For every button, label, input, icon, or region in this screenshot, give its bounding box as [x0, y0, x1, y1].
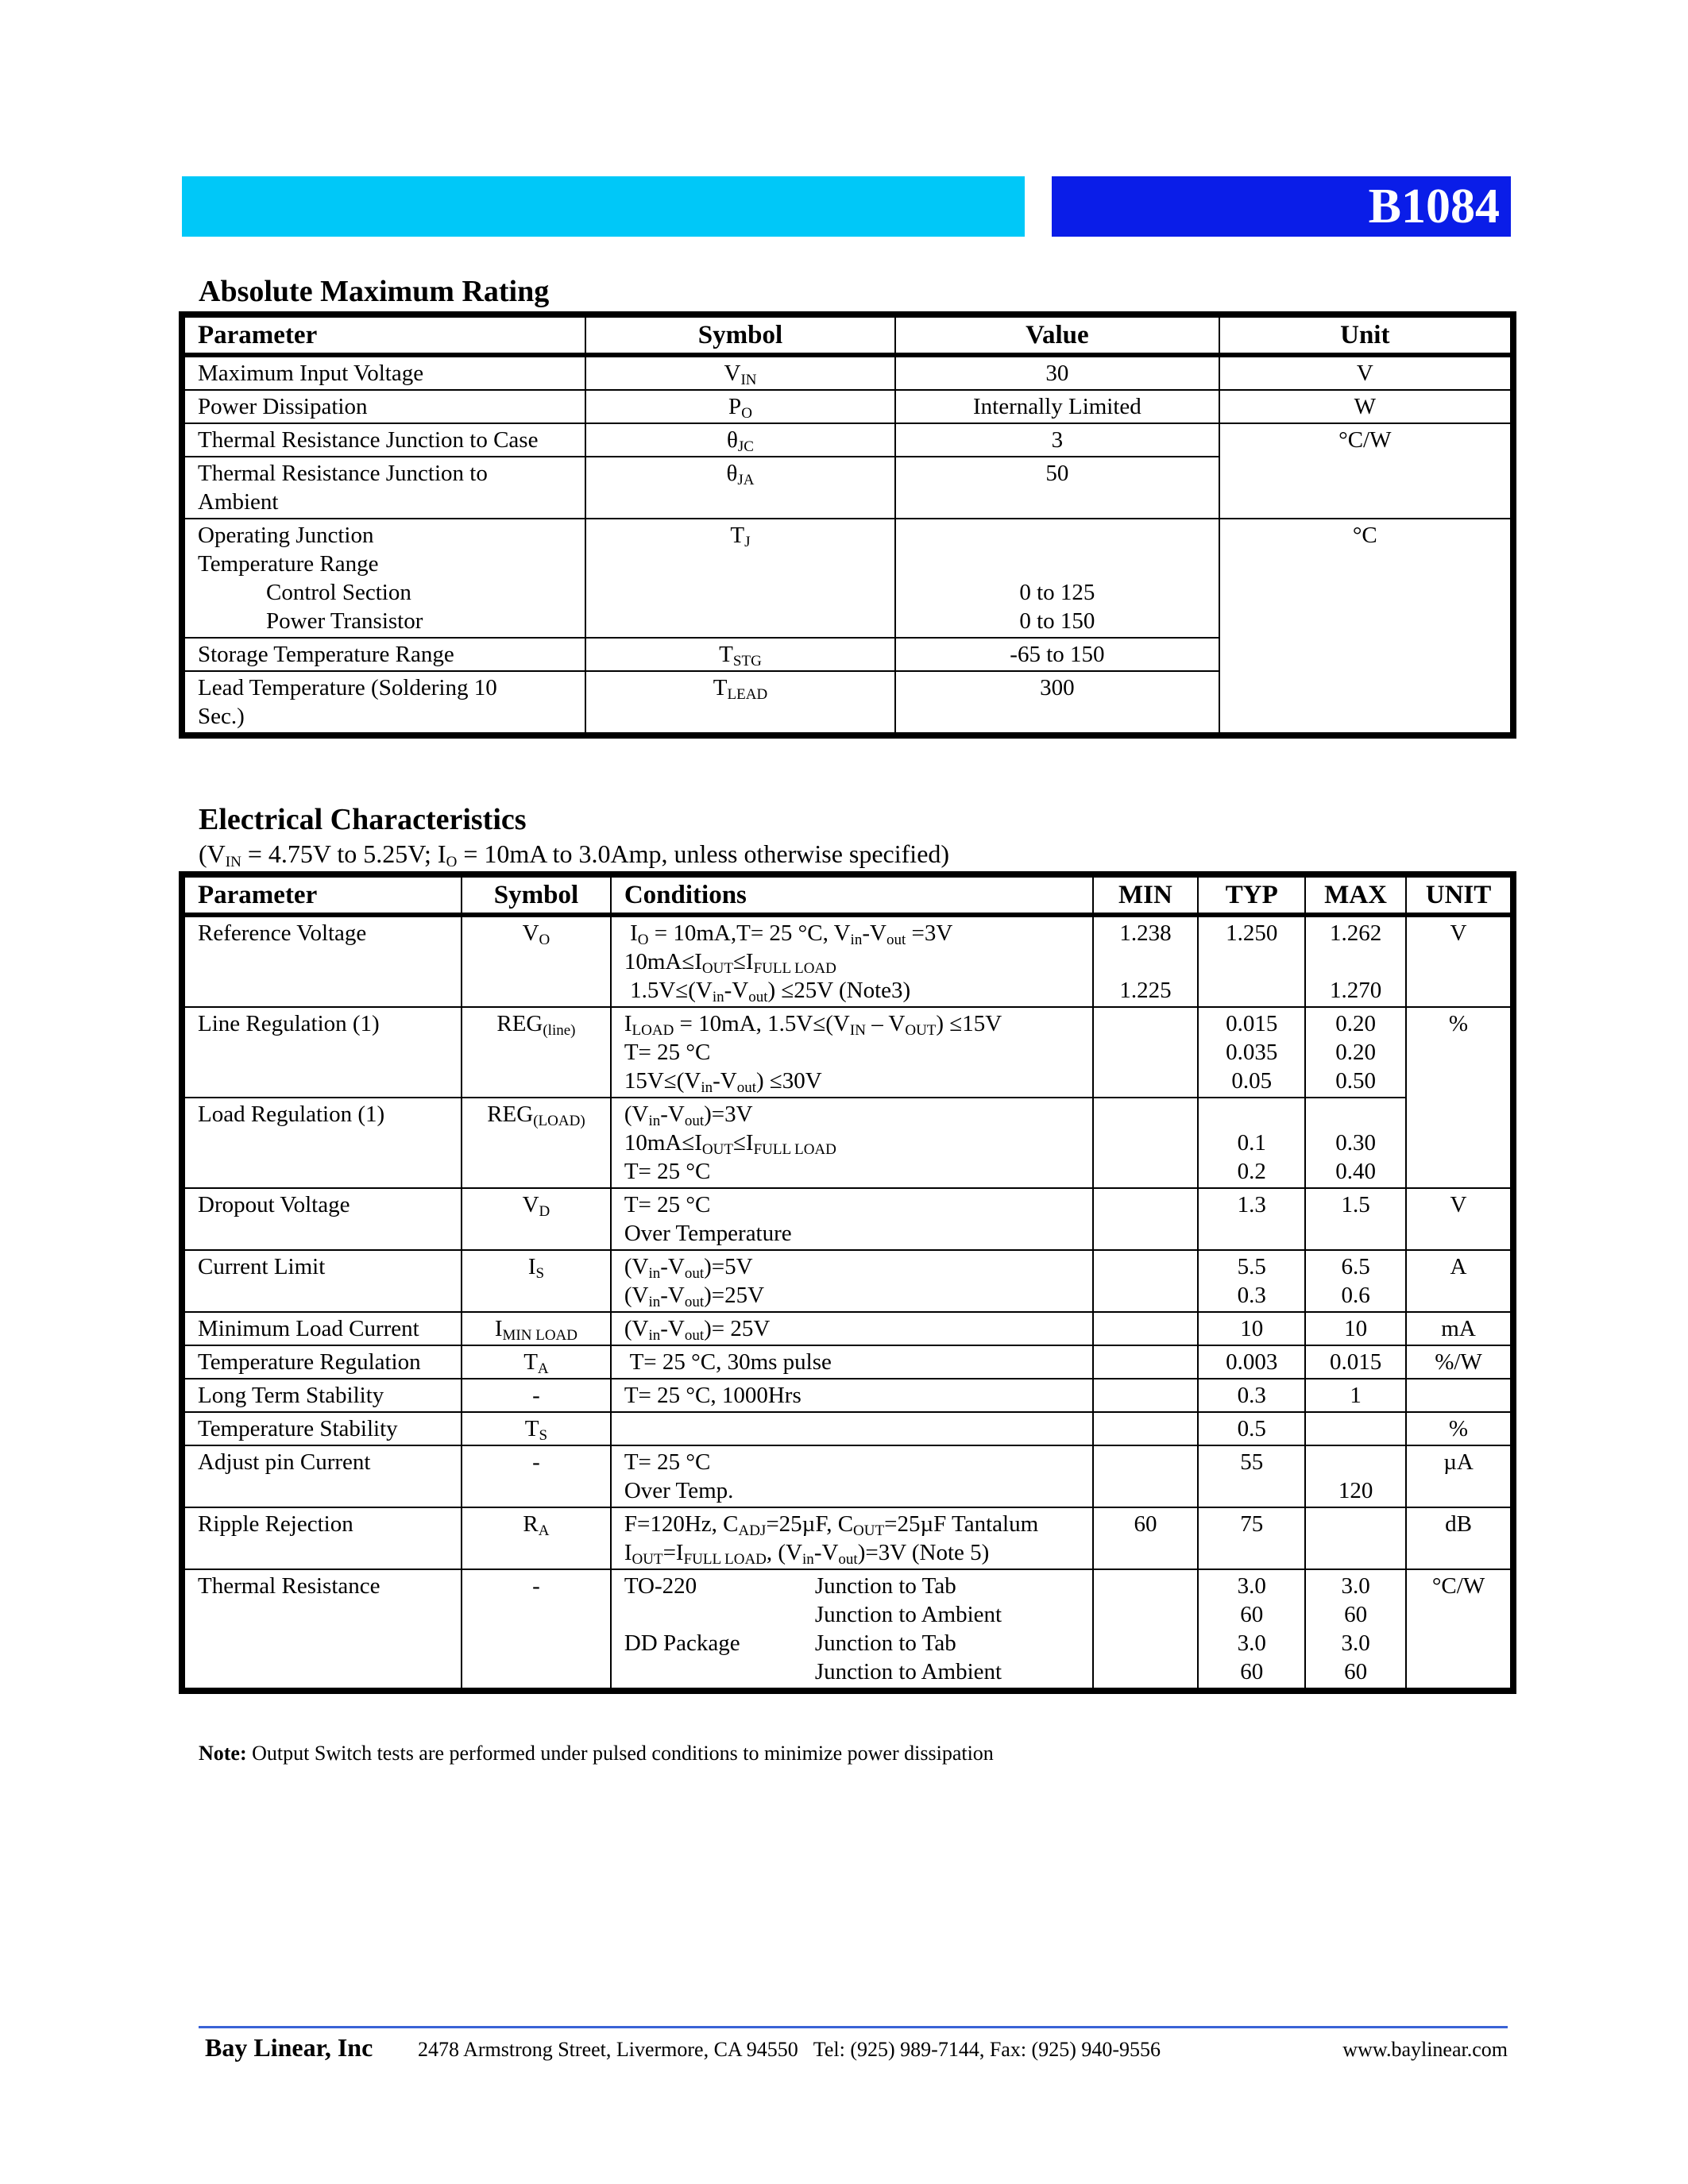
unit-cell: V — [1406, 1188, 1511, 1250]
typ-cell: 5.5 0.3 — [1198, 1250, 1305, 1312]
min-cell — [1093, 1569, 1199, 1688]
max-cell — [1305, 1507, 1406, 1569]
value-cell: 300 — [895, 671, 1219, 733]
symbol-cell: $T_J$ — [585, 519, 895, 638]
param-cell: Adjust pin Current — [184, 1445, 462, 1507]
table-row — [184, 1007, 1511, 1098]
value-cell: Internally Limited — [895, 390, 1219, 423]
col-header: Unit — [1219, 317, 1511, 355]
conditions-cell: F=120Hz, $C_{ADJ}=25\mu F$, $C_{OUT}=25\mu F$ Tantalum $I_{OUT}=I_{FULL LOAD}$, $(V_{in}-V_{out})=3V$ (Note 5) — [611, 1507, 1093, 1569]
param-cell: Temperature Stability — [184, 1412, 462, 1445]
conditions-cell: $(V_{in}-V_{out})= 25V$ — [611, 1312, 1093, 1345]
min-cell: 1.238 1.225 — [1093, 915, 1199, 1007]
unit-cell — [1406, 1379, 1511, 1412]
table-header-row — [184, 317, 1511, 355]
col-header: Conditions — [611, 877, 1093, 915]
min-cell — [1093, 1312, 1199, 1345]
unit-cell: V — [1406, 915, 1511, 1007]
min-cell — [1093, 1445, 1199, 1507]
table-row — [184, 1379, 1511, 1412]
max-cell: 0.20 0.20 0.50 — [1305, 1007, 1406, 1098]
col-header: TYP — [1198, 877, 1305, 915]
param-cell: Load Regulation (1) — [184, 1098, 462, 1188]
col-header: Symbol — [585, 317, 895, 355]
table-row — [184, 390, 1511, 423]
param-cell: Storage Temperature Range — [184, 638, 585, 671]
table-row — [184, 1188, 1511, 1250]
typ-cell: 0.3 — [1198, 1379, 1305, 1412]
typ-cell: 3.0 60 3.0 60 — [1198, 1569, 1305, 1688]
max-cell: 120 — [1305, 1445, 1406, 1507]
symbol-cell: - — [462, 1445, 611, 1507]
part-number-banner — [1052, 176, 1511, 237]
footnote: Note: Output Switch tests are performed under pulsed conditions to minimize power dissipation — [199, 1742, 994, 1765]
typ-cell: 10 — [1198, 1312, 1305, 1345]
min-cell — [1093, 1188, 1199, 1250]
elec-subtitle: ($V_{IN} = 4.75V$ to 5.25V; $I_O = 10mA$ to 3.0Amp, unless otherwise specified) — [199, 839, 950, 870]
footer-divider — [199, 2026, 1508, 2028]
conditions-cell: T= 25 °C Over Temperature — [611, 1188, 1093, 1250]
symbol-cell: $I_{MIN LOAD}$ — [462, 1312, 611, 1345]
value-cell: 30 — [895, 355, 1219, 390]
typ-cell: 0.003 — [1198, 1345, 1305, 1379]
param-cell: Temperature Regulation — [184, 1345, 462, 1379]
max-cell: 6.5 0.6 — [1305, 1250, 1406, 1312]
symbol-cell: $T_{STG}$ — [585, 638, 895, 671]
min-cell — [1093, 1250, 1199, 1312]
value-cell: 3 — [895, 423, 1219, 457]
symbol-cell: $I_S$ — [462, 1250, 611, 1312]
symbol-cell: $\theta_{JC}$ — [585, 423, 895, 457]
typ-cell: 1.3 — [1198, 1188, 1305, 1250]
max-cell: 1 — [1305, 1379, 1406, 1412]
table-row — [184, 915, 1511, 1007]
conditions-cell: $I_O = 10mA,T= 25$ °C, $V_{in}-V_{out} =3V$ $10mA\le I_{OUT}\le I_{FULL LOAD}$ $1.5V\le(V_{in}-V_{out}) \le 25V$ (Note3) — [611, 915, 1093, 1007]
value-cell: 50 — [895, 457, 1219, 519]
unit-cell: W — [1219, 390, 1511, 423]
conditions-cell — [611, 1412, 1093, 1445]
table-row — [184, 423, 1511, 457]
col-header: UNIT — [1406, 877, 1511, 915]
symbol-cell: - — [462, 1379, 611, 1412]
abs-max-title: Absolute Maximum Rating — [199, 275, 550, 308]
col-header: Parameter — [184, 877, 462, 915]
typ-cell: 0.015 0.035 0.05 — [1198, 1007, 1305, 1098]
table-row — [184, 1312, 1511, 1345]
param-cell: Lead Temperature (Soldering 10 Sec.) — [184, 671, 585, 733]
param-cell: Power Dissipation — [184, 390, 585, 423]
typ-cell: 75 — [1198, 1507, 1305, 1569]
param-cell: Thermal Resistance — [184, 1569, 462, 1688]
unit-cell: V — [1219, 355, 1511, 390]
max-cell: 10 — [1305, 1312, 1406, 1345]
symbol-cell: $R_A$ — [462, 1507, 611, 1569]
symbol-cell: $V_D$ — [462, 1188, 611, 1250]
col-header: MIN — [1093, 877, 1199, 915]
min-cell — [1093, 1379, 1199, 1412]
param-cell: Dropout Voltage — [184, 1188, 462, 1250]
value-cell: -65 to 150 — [895, 638, 1219, 671]
max-cell: 1.5 — [1305, 1188, 1406, 1250]
max-cell — [1305, 1412, 1406, 1445]
unit-cell: mA — [1406, 1312, 1511, 1345]
unit-cell: °C/W — [1406, 1569, 1511, 1688]
min-cell: 60 — [1093, 1507, 1199, 1569]
conditions-cell: $I_{LOAD} = 10mA$, $1.5V\le(V_{IN} - V_{OUT}) \le 15V$ T= 25 °C $15V\le(V_{in}-V_{out}) \le 30V$ — [611, 1007, 1093, 1098]
symbol-cell: $\theta_{JA}$ — [585, 457, 895, 519]
website-link[interactable]: www.baylinear.com — [1342, 2038, 1508, 2061]
unit-cell: °C/W — [1219, 423, 1511, 519]
max-cell: 3.0 60 3.0 60 — [1305, 1569, 1406, 1688]
conditions-cell: TO-220 Junction to Tab Junction to Ambient DD Package Junction to Tab Junction to Ambient — [611, 1569, 1093, 1688]
param-cell: Minimum Load Current — [184, 1312, 462, 1345]
min-cell — [1093, 1007, 1199, 1098]
symbol-cell: $REG_{(LOAD)}$ — [462, 1098, 611, 1188]
symbol-cell: $T_{LEAD}$ — [585, 671, 895, 733]
table-row — [184, 1412, 1511, 1445]
unit-cell: µA — [1406, 1445, 1511, 1507]
typ-cell: 1.250 — [1198, 915, 1305, 1007]
company-address: 2478 Armstrong Street, Livermore, CA 94550 Tel: (925) 989-7144, Fax: (925) 940-9556 — [418, 2038, 1161, 2061]
param-cell: Current Limit — [184, 1250, 462, 1312]
company-name: Bay Linear, Inc — [205, 2033, 373, 2062]
symbol-cell: $T_A$ — [462, 1345, 611, 1379]
param-cell: Reference Voltage — [184, 915, 462, 1007]
symbol-cell: $T_S$ — [462, 1412, 611, 1445]
col-header: Symbol — [462, 877, 611, 915]
value-cell: 0 to 125 0 to 150 — [895, 519, 1219, 638]
conditions-cell: T= 25 °C, 1000Hrs — [611, 1379, 1093, 1412]
unit-cell: % — [1406, 1412, 1511, 1445]
param-cell: Operating Junction Temperature Range Control Section Power Transistor — [184, 519, 585, 638]
param-cell: Long Term Stability — [184, 1379, 462, 1412]
unit-cell: °C — [1219, 519, 1511, 733]
header-accent-bar — [182, 176, 1025, 237]
elec-char-table — [183, 876, 1512, 1689]
typ-cell: 55 — [1198, 1445, 1305, 1507]
table-row — [184, 355, 1511, 390]
col-header: MAX — [1305, 877, 1406, 915]
table-row — [184, 1098, 1511, 1188]
symbol-cell: $V_{IN}$ — [585, 355, 895, 390]
max-cell: 0.015 — [1305, 1345, 1406, 1379]
symbol-cell: $REG_{(line)}$ — [462, 1007, 611, 1098]
typ-cell: 0.5 — [1198, 1412, 1305, 1445]
part-number: B1084 — [1368, 179, 1500, 233]
col-header: Parameter — [184, 317, 585, 355]
table-row — [184, 519, 1511, 638]
symbol-cell: $P_O$ — [585, 390, 895, 423]
max-cell: 1.262 1.270 — [1305, 915, 1406, 1007]
param-cell: Line Regulation (1) — [184, 1007, 462, 1098]
symbol-cell: - — [462, 1569, 611, 1688]
param-cell: Thermal Resistance Junction to Ambient — [184, 457, 585, 519]
conditions-cell: $(V_{in}-V_{out})=3V$ $10mA\le I_{OUT}\le I_{FULL LOAD}$ T= 25 °C — [611, 1098, 1093, 1188]
param-cell: Ripple Rejection — [184, 1507, 462, 1569]
min-cell — [1093, 1098, 1199, 1188]
unit-cell: dB — [1406, 1507, 1511, 1569]
symbol-cell: $V_O$ — [462, 915, 611, 1007]
max-cell: 0.30 0.40 — [1305, 1098, 1406, 1188]
table-row — [184, 1569, 1511, 1688]
min-cell — [1093, 1345, 1199, 1379]
table-row — [184, 1507, 1511, 1569]
param-cell: Maximum Input Voltage — [184, 355, 585, 390]
elec-title: Electrical Characteristics — [199, 803, 527, 836]
conditions-cell: T= 25 °C Over Temp. — [611, 1445, 1093, 1507]
conditions-cell: $(V_{in}-V_{out})=5V$ $(V_{in}-V_{out})=25V$ — [611, 1250, 1093, 1312]
col-header: Value — [895, 317, 1219, 355]
table-header-row — [184, 877, 1511, 915]
table-row — [184, 1345, 1511, 1379]
table-row — [184, 1250, 1511, 1312]
table-row — [184, 1445, 1511, 1507]
min-cell — [1093, 1412, 1199, 1445]
abs-max-table — [183, 316, 1512, 734]
param-cell: Thermal Resistance Junction to Case — [184, 423, 585, 457]
page-footer — [205, 2033, 1508, 2062]
unit-cell: A — [1406, 1250, 1511, 1312]
unit-cell: %/W — [1406, 1345, 1511, 1379]
conditions-cell: T= 25 °C, 30ms pulse — [611, 1345, 1093, 1379]
unit-cell: % — [1406, 1007, 1511, 1188]
typ-cell: 0.1 0.2 — [1198, 1098, 1305, 1188]
